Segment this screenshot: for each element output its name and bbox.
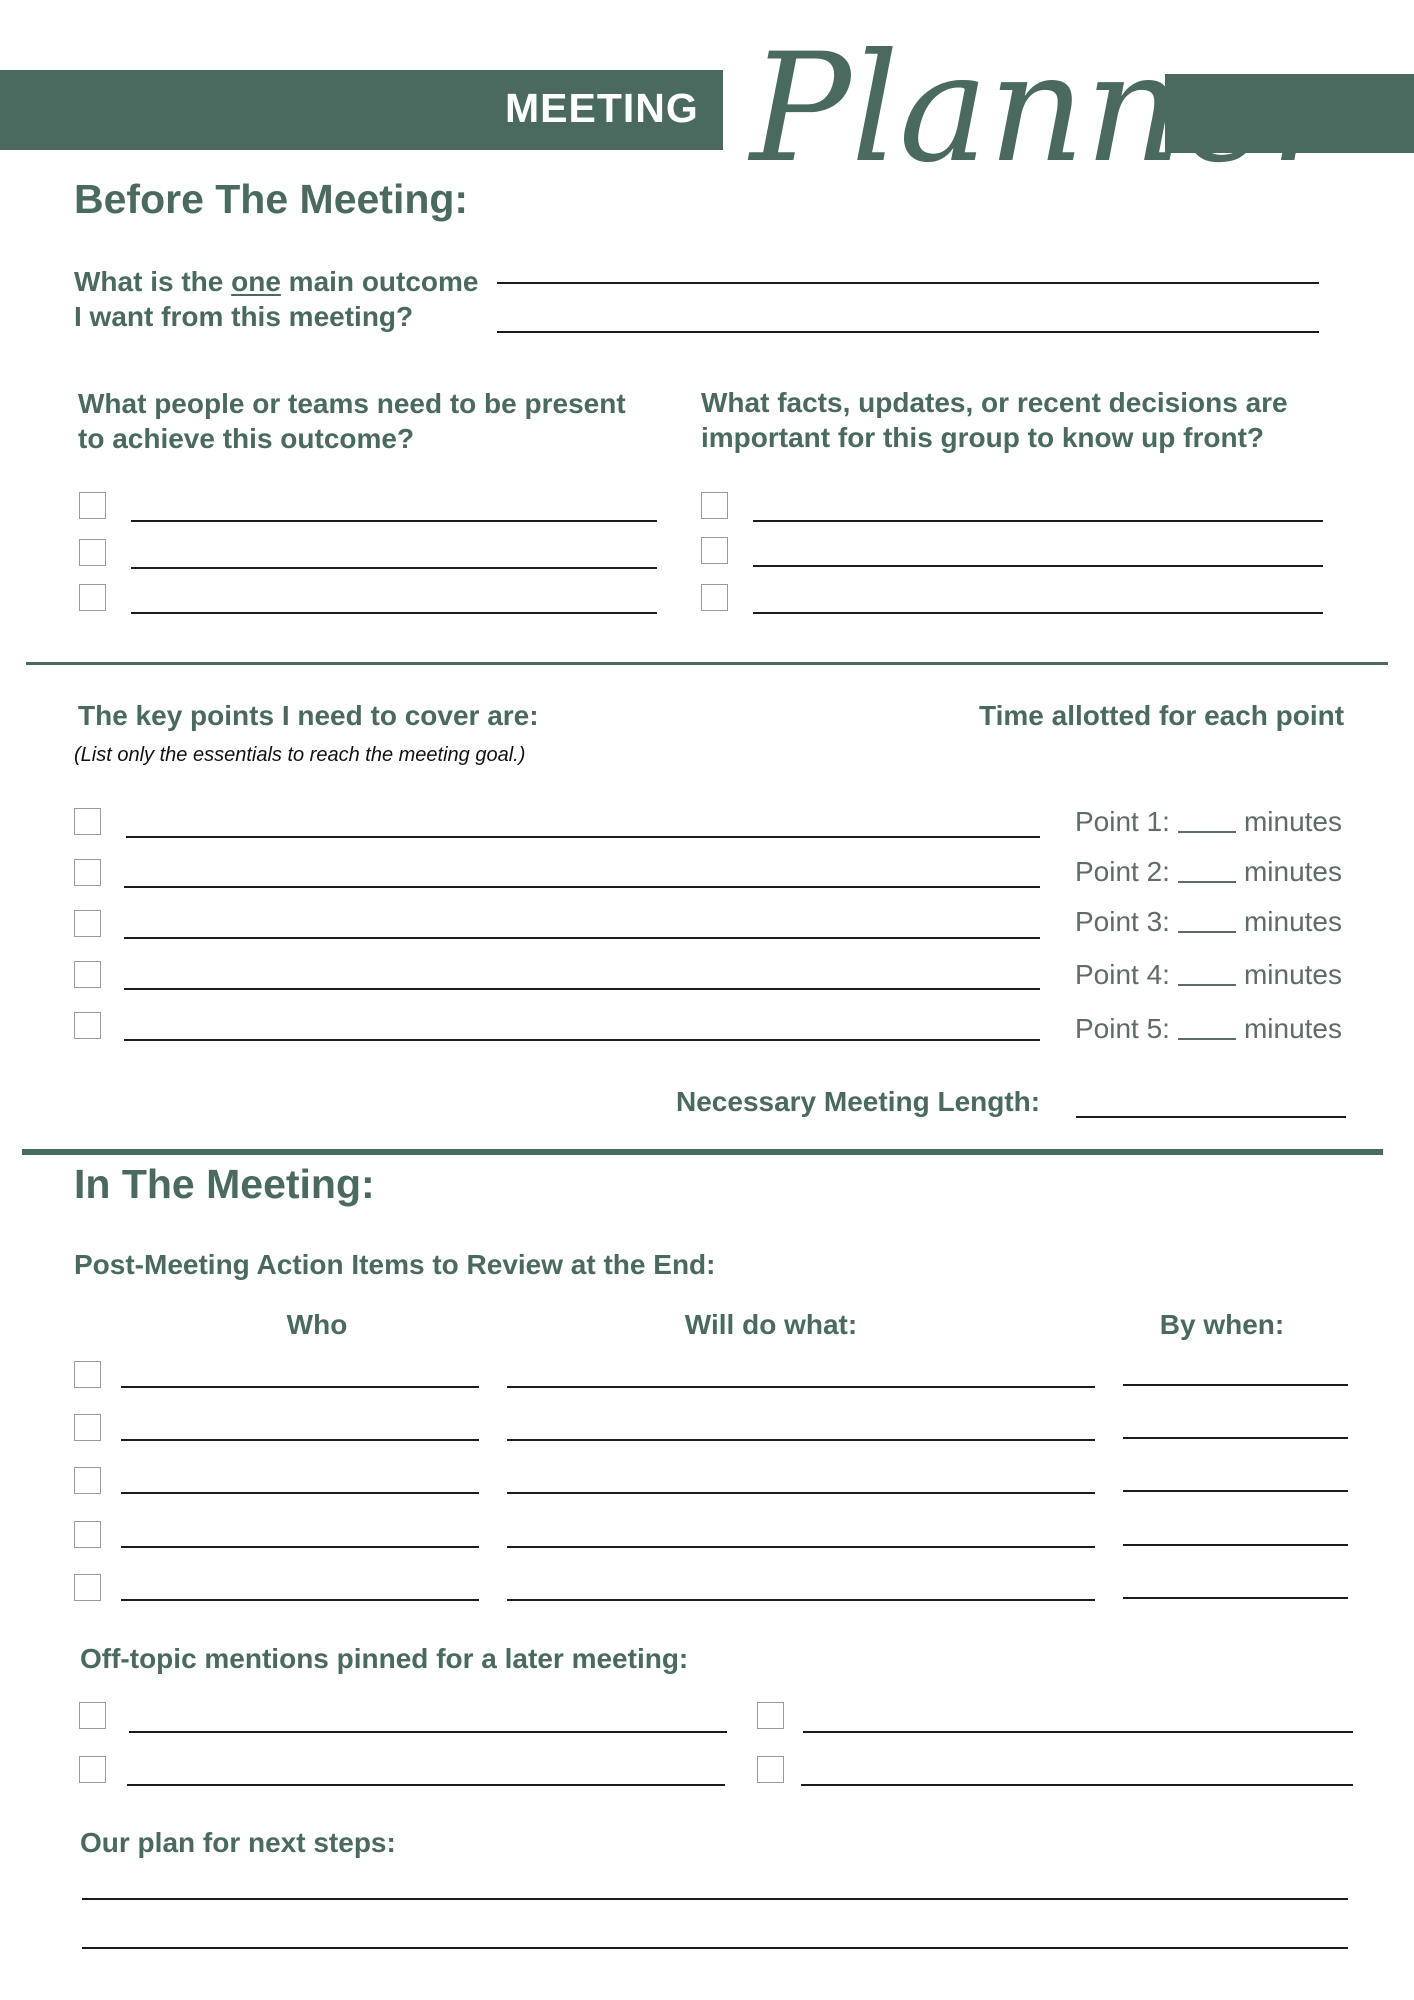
col-when: By when:	[1159, 1309, 1285, 1340]
key-point-checkbox-5[interactable]	[74, 1012, 101, 1039]
point-time-4: Point 4: minutes	[1075, 959, 1342, 990]
meeting-length-label: Necessary Meeting Length:	[676, 1086, 1041, 1117]
action-who-line-1[interactable]	[121, 1386, 479, 1388]
header-title-meeting: MEETING	[505, 85, 699, 131]
svg-text:Planner: Planner	[750, 22, 1343, 196]
action-what-line-2[interactable]	[507, 1439, 1095, 1441]
facts-line-3[interactable]	[753, 612, 1323, 614]
action-when-line-5[interactable]	[1123, 1597, 1348, 1599]
outcome-question: What is the one main outcome I want from this meeting?	[74, 266, 479, 332]
key-point-checkbox-2[interactable]	[74, 859, 101, 886]
offtopic-heading: Off-topic mentions pinned for a later meeting:	[80, 1643, 689, 1674]
action-checkbox-5[interactable]	[74, 1574, 101, 1601]
point-time-blank-5[interactable]	[1178, 1037, 1236, 1040]
facts-question: What facts, updates, or recent decisions are important for this group to know up front?	[701, 387, 1288, 453]
offtopic-checkbox-1[interactable]	[79, 1702, 106, 1729]
key-points-note: (List only the essentials to reach the meeting goal.)	[74, 744, 526, 766]
time-allotted-heading: Time allotted for each point	[979, 700, 1345, 731]
point-time-blank-2[interactable]	[1178, 880, 1236, 883]
people-line-3[interactable]	[131, 612, 657, 614]
action-when-line-4[interactable]	[1123, 1544, 1348, 1546]
before-meeting-heading: Before The Meeting:	[74, 176, 469, 222]
offtopic-checkbox-2[interactable]	[757, 1702, 784, 1729]
point-time-blank-3[interactable]	[1178, 930, 1236, 933]
point-time-blank-1[interactable]	[1178, 830, 1236, 833]
people-checkbox-3[interactable]	[79, 584, 106, 611]
action-who-line-5[interactable]	[121, 1599, 479, 1601]
key-point-line-4[interactable]	[124, 988, 1040, 990]
action-when-line-2[interactable]	[1123, 1437, 1348, 1439]
point-time-2: Point 2: minutes	[1075, 856, 1342, 887]
offtopic-line-2[interactable]	[803, 1731, 1353, 1733]
section-divider-2	[22, 1149, 1383, 1155]
action-when-line-3[interactable]	[1123, 1490, 1348, 1492]
point-time-5: Point 5: minutes	[1075, 1013, 1342, 1044]
key-points-heading: The key points I need to cover are:	[78, 700, 539, 731]
facts-checkbox-2[interactable]	[701, 537, 728, 564]
action-what-line-1[interactable]	[507, 1386, 1095, 1388]
key-point-checkbox-3[interactable]	[74, 910, 101, 937]
facts-line-2[interactable]	[753, 565, 1323, 567]
action-who-line-2[interactable]	[121, 1439, 479, 1441]
action-what-line-5[interactable]	[507, 1599, 1095, 1601]
point-time-3: Point 3: minutes	[1075, 906, 1342, 937]
people-checkbox-2[interactable]	[79, 539, 106, 566]
key-point-checkbox-1[interactable]	[74, 808, 101, 835]
facts-line-1[interactable]	[753, 520, 1323, 522]
action-who-line-3[interactable]	[121, 1492, 479, 1494]
action-checkbox-3[interactable]	[74, 1467, 101, 1494]
people-line-2[interactable]	[131, 567, 657, 569]
section-divider-1	[26, 662, 1388, 665]
meeting-length-line[interactable]	[1076, 1116, 1346, 1118]
offtopic-checkbox-4[interactable]	[757, 1756, 784, 1783]
action-checkbox-4[interactable]	[74, 1521, 101, 1548]
offtopic-checkbox-3[interactable]	[79, 1756, 106, 1783]
in-meeting-heading: In The Meeting:	[74, 1161, 375, 1207]
offtopic-line-1[interactable]	[129, 1731, 727, 1733]
facts-checkbox-1[interactable]	[701, 492, 728, 519]
action-what-line-4[interactable]	[507, 1546, 1095, 1548]
next-steps-heading: Our plan for next steps:	[80, 1827, 396, 1858]
people-line-1[interactable]	[131, 520, 657, 522]
key-point-line-1[interactable]	[126, 836, 1040, 838]
next-steps-line-1[interactable]	[82, 1898, 1348, 1900]
action-who-line-4[interactable]	[121, 1546, 479, 1548]
point-time-blank-4[interactable]	[1178, 983, 1236, 986]
key-point-checkbox-4[interactable]	[74, 961, 101, 988]
key-point-line-5[interactable]	[124, 1039, 1040, 1041]
action-items-heading: Post-Meeting Action Items to Review at the End:	[74, 1249, 716, 1280]
people-checkbox-1[interactable]	[79, 492, 106, 519]
key-point-line-3[interactable]	[124, 937, 1040, 939]
key-point-line-2[interactable]	[124, 886, 1040, 888]
action-checkbox-2[interactable]	[74, 1414, 101, 1441]
next-steps-line-2[interactable]	[82, 1947, 1348, 1949]
action-when-line-1[interactable]	[1123, 1384, 1348, 1386]
col-who: Who	[286, 1309, 348, 1340]
action-what-line-3[interactable]	[507, 1492, 1095, 1494]
facts-checkbox-3[interactable]	[701, 584, 728, 611]
offtopic-line-3[interactable]	[127, 1784, 725, 1786]
col-what: Will do what:	[684, 1309, 858, 1340]
people-question: What people or teams need to be present to achieve this outcome?	[78, 388, 626, 454]
header-title-planner	[740, 10, 1343, 196]
outcome-answer-line-1[interactable]	[497, 282, 1319, 284]
action-checkbox-1[interactable]	[74, 1361, 101, 1388]
outcome-answer-line-2[interactable]	[497, 331, 1319, 333]
point-time-1: Point 1: minutes	[1075, 806, 1342, 837]
offtopic-line-4[interactable]	[801, 1784, 1353, 1786]
